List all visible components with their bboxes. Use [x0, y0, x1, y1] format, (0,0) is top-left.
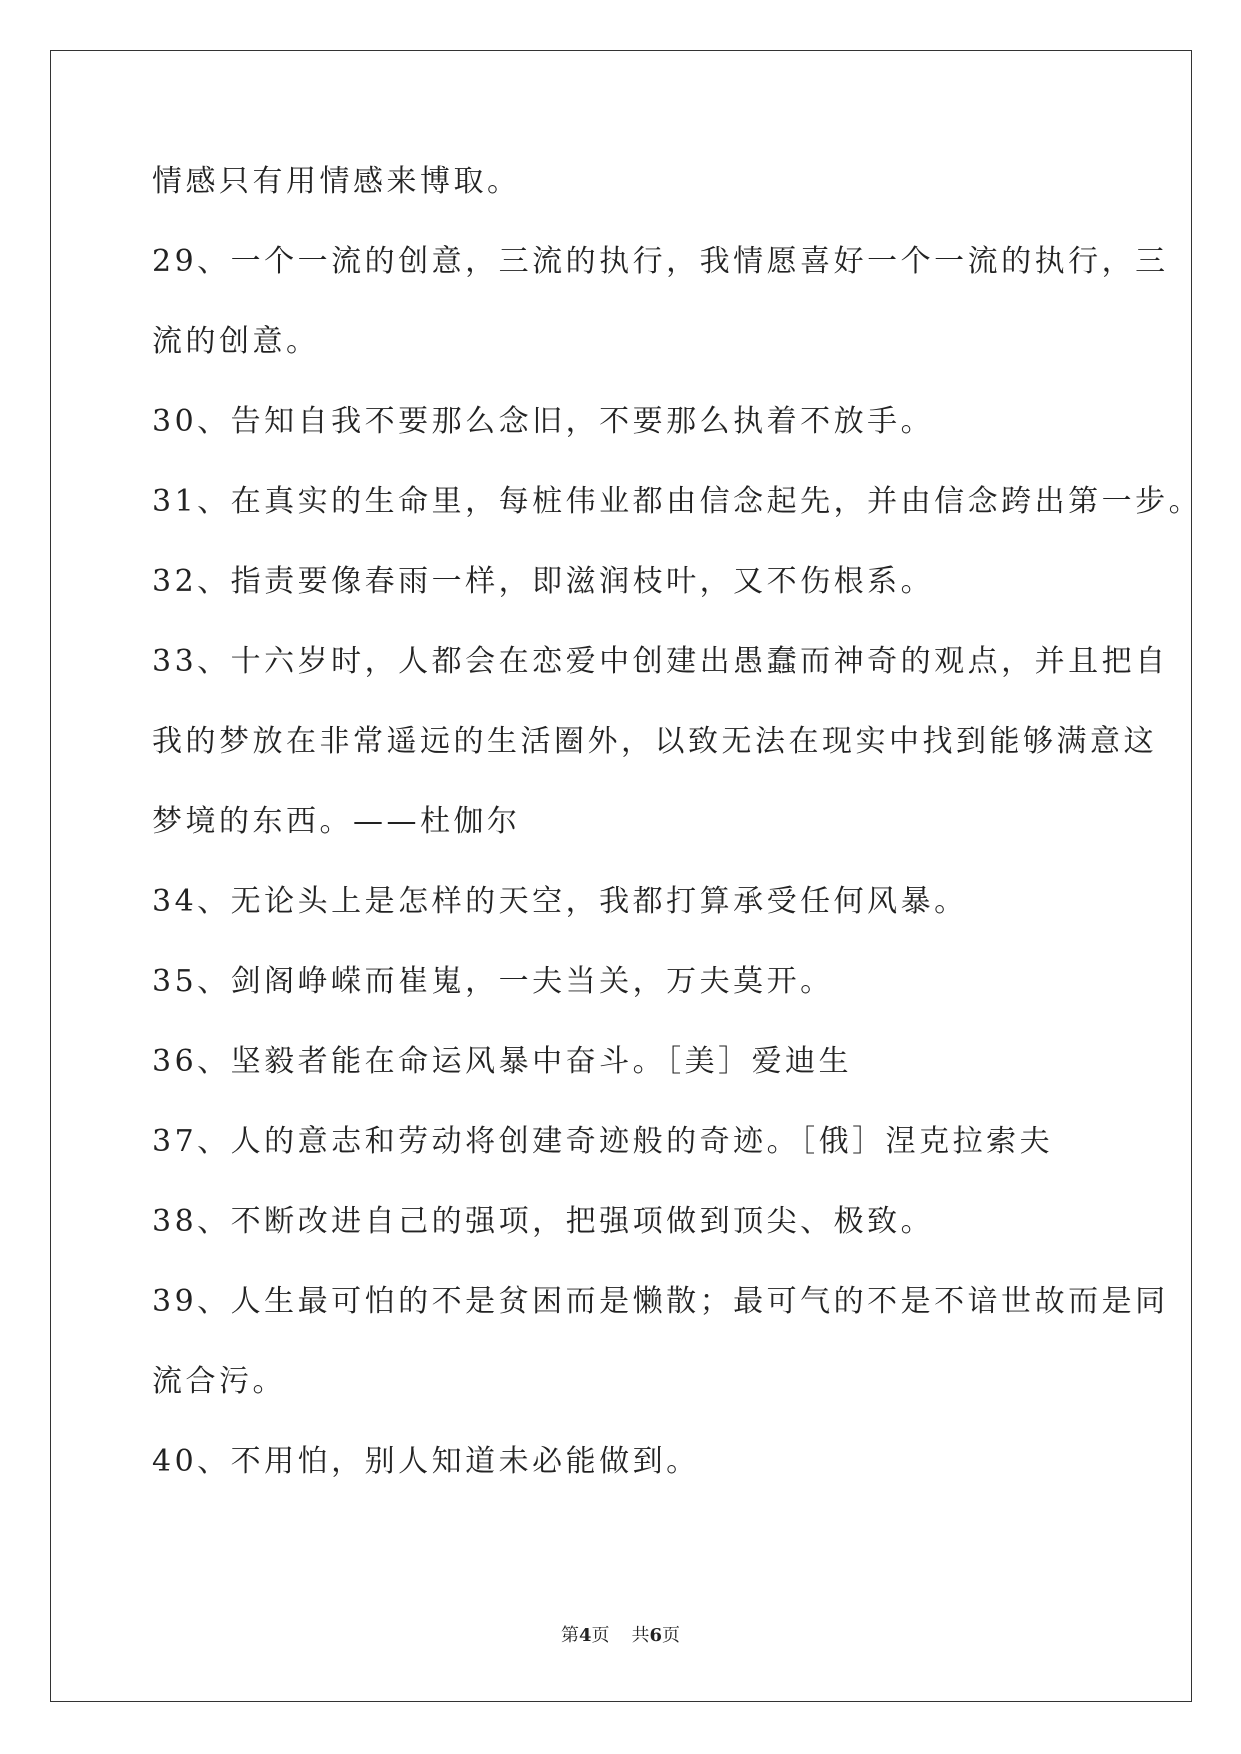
- page-total: 6: [649, 1625, 663, 1646]
- text-line: 流的创意。: [152, 324, 320, 359]
- page-prefix: 第: [560, 1625, 579, 1646]
- page-number-footer: [0, 1621, 1241, 1647]
- text-line: 37、人的意志和劳动将创建奇迹般的奇迹。［俄］涅克拉索夫: [152, 1124, 1054, 1159]
- text-line: 34、无论头上是怎样的天空，我都打算承受任何风暴。: [152, 884, 968, 919]
- text-line: 32、指责要像春雨一样，即滋润枝叶，又不伤根系。: [152, 564, 935, 599]
- text-line: 情感只有用情感来博取。: [152, 164, 521, 199]
- text-line: 我的梦放在非常遥远的生活圈外，以致无法在现实中找到能够满意这: [152, 724, 1157, 759]
- page-suffix: 页: [591, 1625, 610, 1646]
- document-body: [152, 162, 1203, 1522]
- text-line: 梦境的东西。——杜伽尔: [152, 804, 521, 839]
- total-prefix: 共: [631, 1625, 650, 1646]
- text-line: 39、人生最可怕的不是贫困而是懒散；最可气的不是不谙世故而是同: [152, 1284, 1169, 1319]
- page-current: 4: [578, 1625, 592, 1646]
- total-suffix: 页: [662, 1625, 681, 1646]
- text-line: 流合污。: [152, 1364, 286, 1399]
- text-line: 30、告知自我不要那么念旧，不要那么执着不放手。: [152, 404, 935, 439]
- text-line: 35、剑阁峥嵘而崔嵬，一夫当关，万夫莫开。: [152, 964, 834, 999]
- text-line: 29、一个一流的创意，三流的执行，我情愿喜好一个一流的执行，三: [152, 244, 1169, 279]
- text-line: 31、在真实的生命里，每桩伟业都由信念起先，并由信念跨出第一步。: [152, 484, 1203, 519]
- text-line: 38、不断改进自己的强项，把强项做到顶尖、极致。: [152, 1204, 935, 1239]
- text-line: 40、不用怕，别人知道未必能做到。: [152, 1444, 700, 1479]
- text-line: 33、十六岁时，人都会在恋爱中创建出愚蠢而神奇的观点，并且把自: [152, 644, 1169, 679]
- text-line: 36、坚毅者能在命运风暴中奋斗。［美］爱迪生: [152, 1044, 853, 1079]
